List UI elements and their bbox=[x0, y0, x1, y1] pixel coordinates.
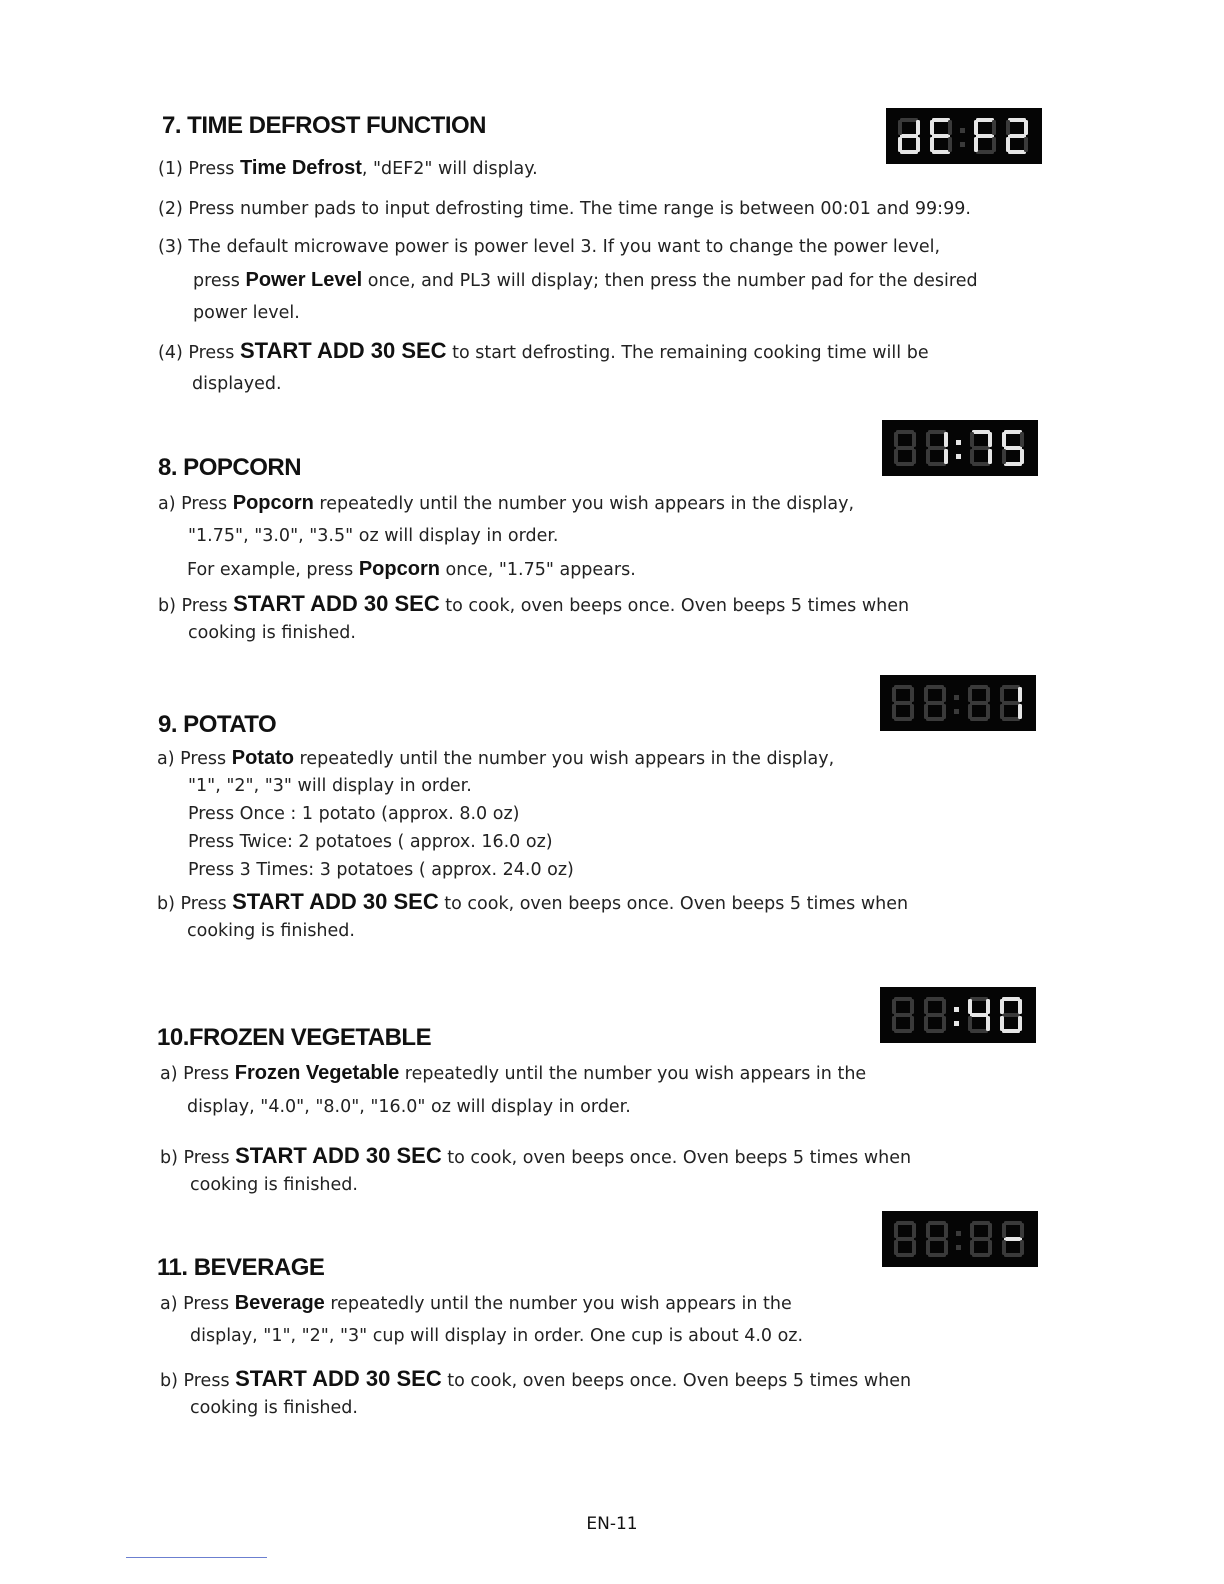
lcd-segment bbox=[932, 134, 950, 138]
lcd-segment bbox=[926, 685, 944, 689]
lcd-colon-dot bbox=[956, 440, 961, 445]
lcd-segment bbox=[898, 137, 902, 152]
lcd-segment bbox=[970, 1240, 974, 1255]
lcd-segment bbox=[968, 704, 972, 719]
lcd-segment bbox=[894, 685, 912, 689]
instruction-line: cooking is finished. bbox=[187, 921, 355, 941]
lcd-segment bbox=[972, 446, 990, 450]
lcd-segment bbox=[926, 701, 944, 705]
section-title: 10.FROZEN VEGETABLE bbox=[157, 1024, 432, 1051]
lcd-segment bbox=[900, 118, 918, 122]
instruction-line: cooking is finished. bbox=[188, 623, 356, 643]
instruction-line: display, "1", "2", "3" cup will display in order. One cup is about 4.0 oz. bbox=[190, 1326, 804, 1346]
lcd-segment bbox=[892, 704, 896, 719]
lcd-display bbox=[882, 1211, 1038, 1267]
lcd-segment bbox=[942, 687, 946, 702]
lcd-segment bbox=[948, 137, 952, 152]
lcd-segment bbox=[944, 449, 948, 464]
lcd-segment bbox=[1002, 1223, 1006, 1238]
instruction-line: b) Press START ADD 30 SEC to cook, oven beeps once. Oven beeps 5 times when bbox=[157, 889, 909, 914]
lcd-segment bbox=[976, 134, 994, 138]
instruction-line: displayed. bbox=[192, 374, 282, 394]
lcd-segment bbox=[896, 446, 914, 450]
lcd-segment bbox=[1002, 432, 1006, 447]
lcd-segment bbox=[926, 717, 944, 721]
lcd-segment bbox=[976, 118, 994, 122]
lcd-segment bbox=[988, 1240, 992, 1255]
lcd-segment bbox=[916, 120, 920, 135]
lcd-segment bbox=[928, 1221, 946, 1225]
lcd-segment bbox=[912, 1223, 916, 1238]
lcd-segment bbox=[1002, 1240, 1006, 1255]
lcd-segment bbox=[1024, 137, 1028, 152]
lcd-digits bbox=[882, 420, 1038, 476]
lcd-segment bbox=[972, 430, 990, 434]
lcd-segment bbox=[928, 430, 946, 434]
lcd-segment bbox=[894, 997, 912, 1001]
lcd-segment bbox=[1000, 704, 1004, 719]
lcd-segment bbox=[932, 118, 950, 122]
section-title: 8. POPCORN bbox=[158, 454, 302, 481]
lcd-colon-dot bbox=[954, 1007, 959, 1012]
lcd-segment bbox=[1004, 462, 1022, 466]
lcd-segment bbox=[970, 997, 988, 1001]
lcd-segment bbox=[926, 449, 930, 464]
page-number: EN-11 bbox=[586, 1514, 638, 1534]
instruction-line: (3) The default microwave power is power level 3. If you want to change the power level, bbox=[158, 237, 941, 257]
lcd-segment bbox=[896, 1253, 914, 1257]
lcd-segment bbox=[900, 134, 918, 138]
key-name: Popcorn bbox=[232, 492, 314, 514]
instruction-line: a) Press Popcorn repeatedly until the number you wish appears in the display, bbox=[158, 492, 855, 514]
instruction-line: Press Twice: 2 potatoes ( approx. 16.0 oz) bbox=[188, 832, 553, 852]
lcd-segment bbox=[1018, 999, 1022, 1014]
lcd-segment bbox=[1008, 134, 1026, 138]
lcd-segment bbox=[926, 1029, 944, 1033]
key-name: START ADD 30 SEC bbox=[235, 1366, 442, 1391]
lcd-segment bbox=[992, 137, 996, 152]
lcd-segment bbox=[1004, 430, 1022, 434]
instruction-line: (4) Press START ADD 30 SEC to start defrosting. The remaining cooking time will be bbox=[158, 338, 929, 363]
lcd-segment bbox=[972, 1237, 990, 1241]
lcd-display bbox=[882, 420, 1038, 476]
section-title: 7. TIME DEFROST FUNCTION bbox=[162, 112, 486, 139]
lcd-segment bbox=[892, 687, 896, 702]
lcd-segment bbox=[910, 1016, 914, 1031]
lcd-segment bbox=[974, 120, 978, 135]
lcd-display bbox=[880, 987, 1036, 1043]
key-name: Potato bbox=[231, 747, 294, 769]
instruction-line: a) Press Beverage repeatedly until the number you wish appears in the bbox=[160, 1292, 792, 1314]
instruction-line: press Power Level once, and PL3 will display; then press the number pad for the desired bbox=[193, 269, 978, 291]
lcd-segment bbox=[910, 687, 914, 702]
lcd-segment bbox=[986, 1016, 990, 1031]
lcd-segment bbox=[988, 449, 992, 464]
lcd-segment bbox=[910, 999, 914, 1014]
lcd-segment bbox=[972, 462, 990, 466]
lcd-segment bbox=[894, 1223, 898, 1238]
lcd-segment bbox=[896, 430, 914, 434]
lcd-segment bbox=[948, 120, 952, 135]
lcd-segment bbox=[1004, 1253, 1022, 1257]
lcd-segment bbox=[944, 1240, 948, 1255]
lcd-segment bbox=[926, 997, 944, 1001]
lcd-digits bbox=[880, 675, 1036, 731]
instruction-line: (2) Press number pads to input defrosting time. The time range is between 00:01 and 99:99. bbox=[158, 199, 971, 219]
lcd-segment bbox=[924, 704, 928, 719]
lcd-segment bbox=[986, 687, 990, 702]
lcd-segment bbox=[926, 432, 930, 447]
lcd-segment bbox=[986, 999, 990, 1014]
section-title: 11. BEVERAGE bbox=[157, 1254, 325, 1281]
lcd-segment bbox=[894, 1240, 898, 1255]
instruction-line: cooking is finished. bbox=[190, 1398, 358, 1418]
lcd-segment bbox=[988, 1223, 992, 1238]
key-name: START ADD 30 SEC bbox=[239, 338, 447, 363]
lcd-segment bbox=[970, 685, 988, 689]
key-name: START ADD 30 SEC bbox=[233, 591, 440, 616]
key-name: START ADD 30 SEC bbox=[232, 889, 439, 914]
lcd-colon-dot bbox=[960, 128, 965, 133]
section-title: 9. POTATO bbox=[158, 711, 277, 738]
lcd-segment bbox=[894, 432, 898, 447]
lcd-segment bbox=[1004, 446, 1022, 450]
lcd-segment bbox=[1002, 717, 1020, 721]
instruction-line: For example, press Popcorn once, "1.75" appears. bbox=[187, 558, 636, 580]
lcd-segment bbox=[896, 462, 914, 466]
lcd-segment bbox=[926, 1240, 930, 1255]
lcd-segment bbox=[972, 1221, 990, 1225]
lcd-segment bbox=[928, 462, 946, 466]
instruction-line: "1.75", "3.0", "3.5" oz will display in order. bbox=[188, 526, 559, 546]
lcd-segment bbox=[892, 1016, 896, 1031]
lcd-segment bbox=[942, 704, 946, 719]
lcd-segment bbox=[912, 449, 916, 464]
lcd-segment bbox=[1008, 118, 1026, 122]
lcd-digits bbox=[882, 1211, 1038, 1267]
instruction-line: (1) Press Time Defrost, "dEF2" will display. bbox=[158, 157, 538, 179]
lcd-segment bbox=[1000, 1016, 1004, 1031]
lcd-segment bbox=[912, 1240, 916, 1255]
lcd-segment bbox=[900, 150, 918, 154]
lcd-segment bbox=[894, 1029, 912, 1033]
footer-rule bbox=[126, 1557, 267, 1558]
lcd-segment bbox=[894, 717, 912, 721]
lcd-segment bbox=[1000, 687, 1004, 702]
instruction-line: a) Press Potato repeatedly until the number you wish appears in the display, bbox=[157, 747, 835, 769]
instruction-line: b) Press START ADD 30 SEC to cook, oven beeps once. Oven beeps 5 times when bbox=[160, 1366, 912, 1391]
lcd-colon-dot bbox=[954, 709, 959, 714]
lcd-segment bbox=[988, 432, 992, 447]
lcd-segment bbox=[924, 1016, 928, 1031]
lcd-segment bbox=[944, 432, 948, 447]
lcd-segment bbox=[894, 449, 898, 464]
lcd-segment bbox=[976, 150, 994, 154]
key-name: Popcorn bbox=[358, 558, 440, 580]
lcd-segment bbox=[1008, 150, 1026, 154]
lcd-segment bbox=[912, 432, 916, 447]
lcd-segment bbox=[970, 1029, 988, 1033]
lcd-segment bbox=[942, 999, 946, 1014]
lcd-segment bbox=[896, 1221, 914, 1225]
lcd-segment bbox=[928, 1253, 946, 1257]
lcd-segment bbox=[926, 1013, 944, 1017]
lcd-segment bbox=[896, 1237, 914, 1241]
lcd-segment bbox=[970, 701, 988, 705]
lcd-colon-dot bbox=[954, 695, 959, 700]
lcd-segment bbox=[924, 999, 928, 1014]
lcd-segment bbox=[930, 120, 934, 135]
lcd-segment bbox=[932, 150, 950, 154]
lcd-segment bbox=[968, 999, 972, 1014]
lcd-segment bbox=[1002, 1013, 1020, 1017]
lcd-segment bbox=[1002, 449, 1006, 464]
lcd-segment bbox=[1004, 1221, 1022, 1225]
instruction-line: b) Press START ADD 30 SEC to cook, oven beeps once. Oven beeps 5 times when bbox=[160, 1143, 912, 1168]
lcd-segment bbox=[1004, 1237, 1022, 1241]
lcd-colon-dot bbox=[956, 1231, 961, 1236]
lcd-colon-dot bbox=[956, 454, 961, 459]
lcd-segment bbox=[986, 704, 990, 719]
lcd-segment bbox=[1020, 1223, 1024, 1238]
lcd-segment bbox=[1002, 1029, 1020, 1033]
instruction-line: Press 3 Times: 3 potatoes ( approx. 24.0 oz) bbox=[188, 860, 574, 880]
key-name: START ADD 30 SEC bbox=[235, 1143, 442, 1168]
lcd-segment bbox=[970, 1013, 988, 1017]
instruction-line: Press Once : 1 potato (approx. 8.0 oz) bbox=[188, 804, 520, 824]
lcd-display bbox=[880, 675, 1036, 731]
instruction-line: cooking is finished. bbox=[190, 1175, 358, 1195]
lcd-segment bbox=[894, 701, 912, 705]
lcd-segment bbox=[970, 717, 988, 721]
lcd-segment bbox=[942, 1016, 946, 1031]
lcd-colon-dot bbox=[956, 1245, 961, 1250]
lcd-segment bbox=[1002, 701, 1020, 705]
lcd-segment bbox=[1018, 687, 1022, 702]
instruction-line: b) Press START ADD 30 SEC to cook, oven beeps once. Oven beeps 5 times when bbox=[158, 591, 910, 616]
key-name: Time Defrost bbox=[239, 157, 362, 179]
lcd-segment bbox=[1000, 999, 1004, 1014]
lcd-segment bbox=[928, 1237, 946, 1241]
lcd-display bbox=[886, 108, 1042, 164]
lcd-digits bbox=[886, 108, 1042, 164]
lcd-segment bbox=[928, 446, 946, 450]
lcd-segment bbox=[970, 449, 974, 464]
lcd-segment bbox=[892, 999, 896, 1014]
lcd-segment bbox=[970, 1223, 974, 1238]
lcd-segment bbox=[974, 137, 978, 152]
lcd-segment bbox=[1006, 120, 1010, 135]
lcd-digits bbox=[880, 987, 1036, 1043]
lcd-segment bbox=[926, 1223, 930, 1238]
key-name: Frozen Vegetable bbox=[234, 1062, 400, 1084]
lcd-segment bbox=[1020, 449, 1024, 464]
lcd-segment bbox=[944, 1223, 948, 1238]
key-name: Power Level bbox=[245, 269, 363, 291]
lcd-segment bbox=[916, 137, 920, 152]
lcd-segment bbox=[1018, 1016, 1022, 1031]
lcd-segment bbox=[894, 1013, 912, 1017]
lcd-segment bbox=[968, 687, 972, 702]
lcd-segment bbox=[970, 432, 974, 447]
lcd-segment bbox=[910, 704, 914, 719]
lcd-segment bbox=[1006, 137, 1010, 152]
lcd-segment bbox=[1020, 432, 1024, 447]
key-name: Beverage bbox=[234, 1292, 325, 1314]
lcd-segment bbox=[930, 137, 934, 152]
lcd-colon-dot bbox=[960, 142, 965, 147]
instruction-line: power level. bbox=[193, 303, 300, 323]
lcd-segment bbox=[924, 687, 928, 702]
lcd-segment bbox=[1018, 704, 1022, 719]
lcd-segment bbox=[968, 1016, 972, 1031]
instruction-line: "1", "2", "3" will display in order. bbox=[188, 776, 472, 796]
lcd-segment bbox=[972, 1253, 990, 1257]
lcd-segment bbox=[1002, 997, 1020, 1001]
instruction-line: a) Press Frozen Vegetable repeatedly until the number you wish appears in the bbox=[160, 1062, 867, 1084]
lcd-colon-dot bbox=[954, 1021, 959, 1026]
lcd-segment bbox=[898, 120, 902, 135]
lcd-segment bbox=[992, 120, 996, 135]
instruction-line: display, "4.0", "8.0", "16.0" oz will display in order. bbox=[187, 1097, 631, 1117]
lcd-segment bbox=[1002, 685, 1020, 689]
lcd-segment bbox=[1020, 1240, 1024, 1255]
lcd-segment bbox=[1024, 120, 1028, 135]
